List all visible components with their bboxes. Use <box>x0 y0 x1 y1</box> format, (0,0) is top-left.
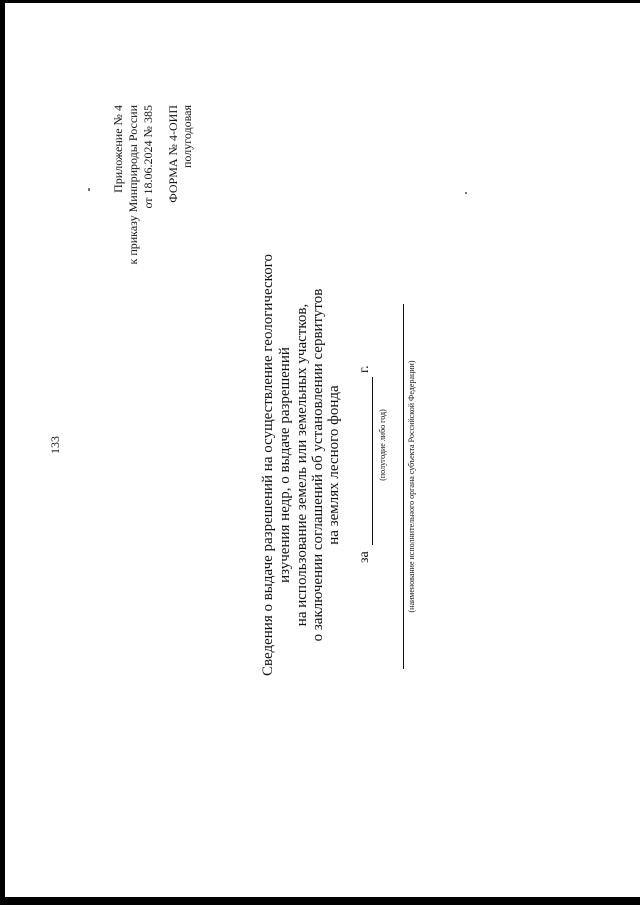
appendix-line-3: от 18.06.2024 № 385 <box>141 105 155 209</box>
organization-blank-line <box>403 304 404 669</box>
form-name: ФОРМА № 4-ОИП <box>166 105 180 203</box>
appendix-line-1: Приложение № 4 <box>111 105 125 193</box>
organization-hint: (наименование исполнительного органа субъекта Российской Федерации) <box>407 360 416 613</box>
title-line-2: изучения недр, о выдаче разрешений <box>277 347 293 583</box>
title-line-5: на землях лесного фонда <box>326 385 342 545</box>
reporting-period <box>357 333 377 563</box>
period-blank-line <box>372 377 373 545</box>
period-prefix: за <box>357 551 372 563</box>
title-line-1: Сведения о выдаче разрешений на осуществление геологического <box>260 254 276 676</box>
page-number: 133 <box>48 436 62 454</box>
appendix-line-2: к приказу Минприроды России <box>126 105 140 265</box>
form-periodicity: полугодовая <box>180 105 194 168</box>
title-line-4: о заключении соглашений об установлении сервитутов <box>310 288 326 642</box>
period-hint: (полугодие либо год) <box>378 409 387 481</box>
title-line-3: на использование земель или земельных участков, <box>294 303 310 627</box>
period-suffix: г. <box>357 365 372 373</box>
